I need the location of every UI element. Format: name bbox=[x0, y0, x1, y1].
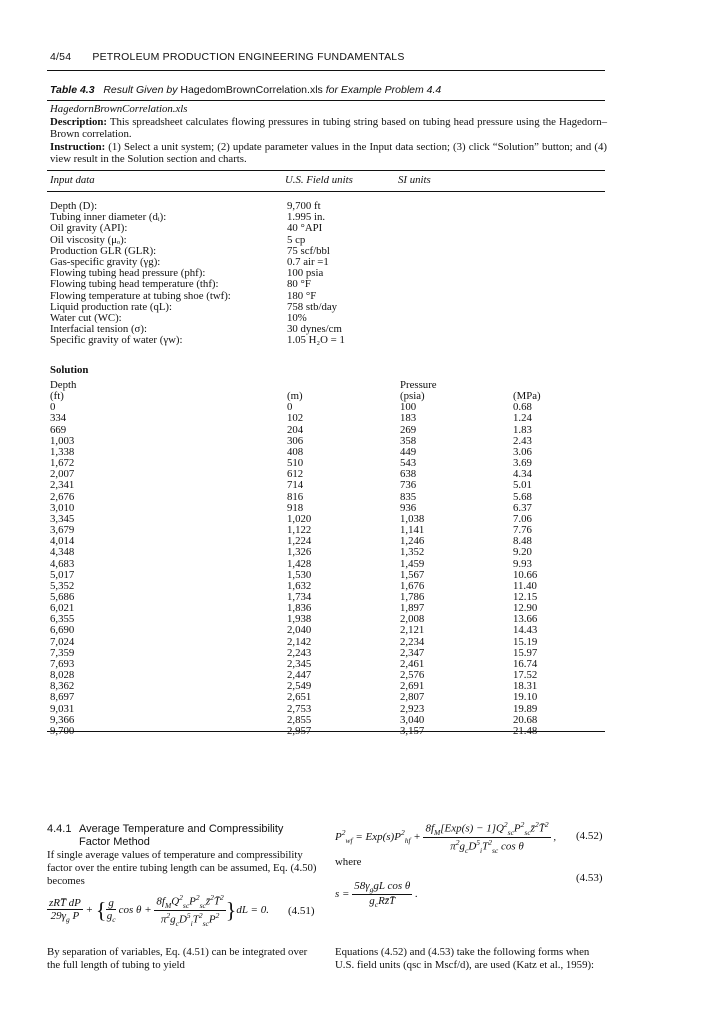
table-cell: 816 bbox=[287, 490, 304, 503]
instruction-label: Instruction: bbox=[50, 140, 106, 153]
param-value: 30 dynes/cm bbox=[287, 323, 342, 336]
page-number: 4/54 bbox=[50, 51, 72, 63]
table-cell: 1,632 bbox=[287, 579, 312, 592]
table-cell: 102 bbox=[287, 412, 304, 425]
equation-4-53-number: (4.53) bbox=[576, 872, 603, 884]
column-header: (MPa) bbox=[513, 390, 541, 403]
table-intro bbox=[50, 103, 607, 166]
param-value: 9,700 ft bbox=[287, 200, 321, 212]
table-label: Table 4.3 bbox=[50, 84, 95, 96]
col-depth-ft bbox=[50, 380, 76, 737]
table-cell: 2,576 bbox=[400, 669, 425, 682]
table-head-rule bbox=[47, 191, 605, 192]
table-cell: 0.68 bbox=[513, 401, 532, 414]
column-header: (ft) bbox=[50, 390, 64, 403]
column-header: Pressure bbox=[400, 379, 437, 391]
column-header: (m) bbox=[287, 390, 303, 403]
running-header bbox=[50, 51, 405, 63]
table-cell: 3,157 bbox=[400, 724, 425, 737]
book-title: PETROLEUM PRODUCTION ENGINEERING FUNDAMENTALS bbox=[92, 51, 405, 63]
param-value: 10% bbox=[287, 312, 307, 325]
table-cell: 936 bbox=[400, 501, 417, 514]
table-cell: 12.15 bbox=[513, 590, 538, 603]
table-cell: 918 bbox=[287, 501, 304, 514]
table-cell: 7,359 bbox=[50, 646, 75, 659]
param-label: Oil gravity (API): bbox=[50, 222, 128, 235]
table-cell: 204 bbox=[287, 423, 304, 436]
instruction-text: (1) Select a unit system; (2) update parameter values in the Input data section; (3) click “Solution” button; and (4) view result in the Solution section and charts. bbox=[50, 140, 607, 166]
description-text: This spreadsheet calculates flowing pressures in tubing string based on tubing head pressure using the Hagedorn–Brown correlation. bbox=[50, 115, 607, 141]
param-label: Interfacial tension (σ): bbox=[50, 323, 147, 336]
table-cell: 1,352 bbox=[400, 546, 425, 559]
solution-title: Solution bbox=[50, 364, 89, 376]
table-cell: 15.97 bbox=[513, 646, 538, 659]
table-cell: 5.01 bbox=[513, 479, 532, 492]
table-cell: 2,040 bbox=[287, 624, 312, 637]
table-cell: 2,676 bbox=[50, 490, 75, 503]
table-cell: 2,234 bbox=[400, 635, 425, 648]
instruction-paragraph bbox=[50, 141, 607, 166]
table-cell: 15.19 bbox=[513, 635, 538, 648]
table-cell: 18.31 bbox=[513, 680, 538, 693]
table-cell: 2,007 bbox=[50, 468, 75, 481]
description-paragraph bbox=[50, 116, 607, 141]
param-label: Water cut (WC): bbox=[50, 312, 122, 325]
caption-file: HagedomBrownCorrelation.xls bbox=[180, 84, 323, 96]
table-cell: 4,014 bbox=[50, 535, 75, 548]
param-label: Production GLR (GLR): bbox=[50, 244, 157, 257]
table-cell: 638 bbox=[400, 468, 417, 481]
table-cell: 7,024 bbox=[50, 635, 75, 648]
table-cell: 100 bbox=[400, 401, 417, 414]
table-cell: 1,338 bbox=[50, 445, 75, 458]
table-cell: 8,362 bbox=[50, 680, 75, 693]
table-cell: 16.74 bbox=[513, 657, 538, 670]
table-cell: 1,224 bbox=[287, 535, 312, 548]
table-cell: 2,008 bbox=[400, 613, 425, 626]
table-cell: 1,786 bbox=[400, 590, 425, 603]
table-cell: 736 bbox=[400, 479, 417, 492]
table-cell: 1,003 bbox=[50, 434, 75, 447]
table-cell: 10.66 bbox=[513, 568, 538, 581]
param-label: Flowing tubing head pressure (phf): bbox=[50, 267, 206, 280]
col-head-input: Input data bbox=[50, 174, 95, 186]
table-cell: 1,530 bbox=[287, 568, 312, 581]
param-value: 40 °API bbox=[287, 222, 323, 235]
table-top-rule bbox=[47, 170, 605, 171]
table-cell: 1,672 bbox=[50, 457, 75, 470]
paragraph-1: If single average values of temperature and compressibility factor over the entire tubing length can be assumed, Eq. (4.50) becomes bbox=[47, 849, 317, 887]
table-cell: 2,347 bbox=[400, 646, 425, 659]
table-cell: 1,122 bbox=[287, 524, 312, 537]
col-pressure-psia bbox=[400, 380, 437, 737]
table-cell: 6,021 bbox=[50, 602, 75, 615]
table-cell: 2.43 bbox=[513, 434, 532, 447]
table-cell: 4,348 bbox=[50, 546, 75, 559]
table-cell: 0 bbox=[50, 401, 56, 414]
description-label: Description: bbox=[50, 115, 107, 128]
table-cell: 2,855 bbox=[287, 713, 312, 726]
param-value: 75 scf/bbl bbox=[287, 244, 330, 257]
table-cell: 2,549 bbox=[287, 680, 312, 693]
table-cell: 8.48 bbox=[513, 535, 532, 548]
table-cell: 510 bbox=[287, 457, 304, 470]
table-cell: 3,040 bbox=[400, 713, 425, 726]
table-cell: 2,243 bbox=[287, 646, 312, 659]
table-cell: 1,567 bbox=[400, 568, 425, 581]
param-label: Oil viscosity (μₒ): bbox=[50, 233, 127, 246]
table-cell: 2,121 bbox=[400, 624, 425, 637]
table-cell: 11.40 bbox=[513, 579, 537, 592]
table-cell: 669 bbox=[50, 423, 67, 436]
param-value: 758 stb/day bbox=[287, 300, 338, 313]
caption-rule bbox=[47, 100, 605, 101]
table-cell: 2,957 bbox=[287, 724, 312, 737]
table-cell: 1,836 bbox=[287, 602, 312, 615]
caption-pre: Result Given by bbox=[103, 84, 181, 96]
table-cell: 1,428 bbox=[287, 557, 312, 570]
table-cell: 2,923 bbox=[400, 702, 425, 715]
table-cell: 5,686 bbox=[50, 590, 75, 603]
section-title-2: Factor Method bbox=[79, 836, 150, 848]
table-cell: 714 bbox=[287, 479, 304, 492]
equation-4-53: s = $\frac{58\gamma_ggL \cos \theta}{g_cRz̄T̄}$ . bbox=[335, 880, 418, 910]
caption-post: for Example Problem 4.4 bbox=[322, 84, 442, 96]
table-cell: 2,651 bbox=[287, 691, 312, 704]
param-label: Liquid production rate (qL): bbox=[50, 300, 173, 313]
col-head-si: SI units bbox=[398, 174, 431, 186]
param-value: 1.995 in. bbox=[287, 211, 326, 224]
table-cell: 835 bbox=[400, 490, 417, 503]
param-label: Gas-specific gravity (γg): bbox=[50, 256, 161, 269]
table-caption bbox=[50, 84, 441, 96]
equation-4-51: $\frac{\text{zRT̅ dP}}{29\gamma_g P}$ + { $\frac{g}{g_c}$ cos θ + $\frac{8f_MQ^2_{sc}P^2_{sc}z̄^2T̄^2}{\pi^2g_cD^5_iT^2_{sc}P^2}$ }dL = 0. bbox=[49, 893, 269, 928]
table-cell: 358 bbox=[400, 434, 417, 447]
table-cell: 9.93 bbox=[513, 557, 532, 570]
table-cell: 612 bbox=[287, 468, 304, 481]
table-cell: 21.48 bbox=[513, 724, 538, 737]
table-cell: 2,807 bbox=[400, 691, 425, 704]
table-cell: 1,897 bbox=[400, 602, 425, 615]
table-cell: 20.68 bbox=[513, 713, 538, 726]
table-cell: 1,734 bbox=[287, 590, 312, 603]
table-cell: 2,461 bbox=[400, 657, 425, 670]
col-pressure-mpa bbox=[513, 380, 541, 737]
param-value: 80 °F bbox=[287, 278, 311, 291]
table-cell: 13.66 bbox=[513, 613, 538, 626]
table-cell: 9,031 bbox=[50, 702, 75, 715]
table-cell: 2,345 bbox=[287, 657, 312, 670]
table-cell: 19.10 bbox=[513, 691, 538, 704]
table-cell: 6.37 bbox=[513, 501, 532, 514]
table-cell: 2,447 bbox=[287, 669, 312, 682]
table-cell: 4,683 bbox=[50, 557, 75, 570]
paragraph-3: Equations (4.52) and (4.53) take the following forms when U.S. field units (qsc in Mscf/d), are used (Katz et al., 1959): bbox=[335, 946, 595, 971]
table-cell: 0 bbox=[287, 401, 293, 414]
table-cell: 1,459 bbox=[400, 557, 425, 570]
table-cell: 183 bbox=[400, 412, 417, 425]
table-cell: 5.68 bbox=[513, 490, 532, 503]
table-cell: 449 bbox=[400, 445, 417, 458]
table-cell: 6,690 bbox=[50, 624, 75, 637]
equation-4-51-number: (4.51) bbox=[288, 905, 315, 917]
table-cell: 1,246 bbox=[400, 535, 425, 548]
header-rule bbox=[47, 70, 605, 71]
table-cell: 269 bbox=[400, 423, 417, 436]
param-label: Specific gravity of water (γw): bbox=[50, 334, 183, 347]
table-cell: 4.34 bbox=[513, 468, 532, 481]
param-label: Flowing temperature at tubing shoe (twf): bbox=[50, 289, 231, 302]
table-cell: 306 bbox=[287, 434, 304, 447]
table-cell: 17.52 bbox=[513, 669, 538, 682]
section-number: 4.4.1 bbox=[47, 823, 72, 835]
table-cell: 7.06 bbox=[513, 512, 532, 525]
table-cell: 19.89 bbox=[513, 702, 538, 715]
table-cell: 543 bbox=[400, 457, 417, 470]
col-head-us: U.S. Field units bbox=[285, 174, 353, 186]
table-cell: 12.90 bbox=[513, 602, 538, 615]
table-cell: 7,693 bbox=[50, 657, 75, 670]
param-labels bbox=[50, 201, 231, 347]
table-cell: 1,326 bbox=[287, 546, 312, 559]
section-title-1: Average Temperature and Compressibility bbox=[79, 823, 284, 835]
table-cell: 5,352 bbox=[50, 579, 75, 592]
table-cell: 2,142 bbox=[287, 635, 312, 648]
table-cell: 1,038 bbox=[400, 512, 425, 525]
table-cell: 1,141 bbox=[400, 524, 425, 537]
param-value: 5 cp bbox=[287, 233, 306, 246]
table-cell: 14.43 bbox=[513, 624, 538, 637]
param-label: Flowing tubing head temperature (thf): bbox=[50, 278, 219, 291]
table-cell: 6,355 bbox=[50, 613, 75, 626]
table-cell: 8,697 bbox=[50, 691, 75, 704]
table-cell: 9,700 bbox=[50, 724, 75, 737]
where-label: where bbox=[335, 856, 362, 868]
table-cell: 8,028 bbox=[50, 669, 75, 682]
equation-4-52-number: (4.52) bbox=[576, 830, 603, 842]
table-cell: 5,017 bbox=[50, 568, 75, 581]
table-cell: 9.20 bbox=[513, 546, 532, 559]
param-value: 1.05 H₂O = 1 bbox=[287, 334, 345, 347]
param-value: 0.7 air =1 bbox=[287, 256, 329, 269]
table-cell: 9,366 bbox=[50, 713, 75, 726]
paragraph-2: By separation of variables, Eq. (4.51) can be integrated over the full length of tubing to yield bbox=[47, 946, 308, 971]
table-cell: 2,691 bbox=[400, 680, 425, 693]
table-cell: 334 bbox=[50, 412, 67, 425]
table-cell: 2,753 bbox=[287, 702, 312, 715]
param-value: 100 psia bbox=[287, 267, 324, 280]
param-label: Tubing inner diameter (dᵢ): bbox=[50, 211, 167, 224]
table-cell: 7.76 bbox=[513, 524, 532, 537]
col-depth-m bbox=[287, 380, 311, 737]
table-cell: 3.69 bbox=[513, 457, 532, 470]
table-cell: 1,938 bbox=[287, 613, 312, 626]
param-value: 180 °F bbox=[287, 289, 317, 302]
table-cell: 3,345 bbox=[50, 512, 75, 525]
table-cell: 3.06 bbox=[513, 445, 532, 458]
table-cell: 1.83 bbox=[513, 423, 532, 436]
table-cell: 1,676 bbox=[400, 579, 425, 592]
equation-4-52: $P^2_{wf} = Exp(s)P^2_{hf}$ + $\frac{8f_M[Exp(s) - 1]Q^2_{sc}P^2_{sc}z̄^2T̄^2}{\pi^2g_cD^5_iT^2_{sc} \cos \theta}$ , bbox=[335, 820, 557, 855]
column-header: Depth bbox=[50, 379, 77, 391]
table-cell: 3,679 bbox=[50, 524, 75, 537]
table-bottom-rule bbox=[47, 731, 605, 732]
table-cell: 3,010 bbox=[50, 501, 75, 514]
table-cell: 408 bbox=[287, 445, 304, 458]
param-label: Depth (D): bbox=[50, 200, 98, 212]
table-cell: 2,341 bbox=[50, 479, 75, 492]
table-cell: 1,020 bbox=[287, 512, 312, 525]
table-cell: 1.24 bbox=[513, 412, 532, 425]
spreadsheet-filename: HagedornBrownCorrelation.xls bbox=[50, 103, 188, 115]
param-values bbox=[287, 201, 345, 347]
section-heading bbox=[47, 823, 283, 849]
column-header: (psia) bbox=[400, 390, 425, 403]
